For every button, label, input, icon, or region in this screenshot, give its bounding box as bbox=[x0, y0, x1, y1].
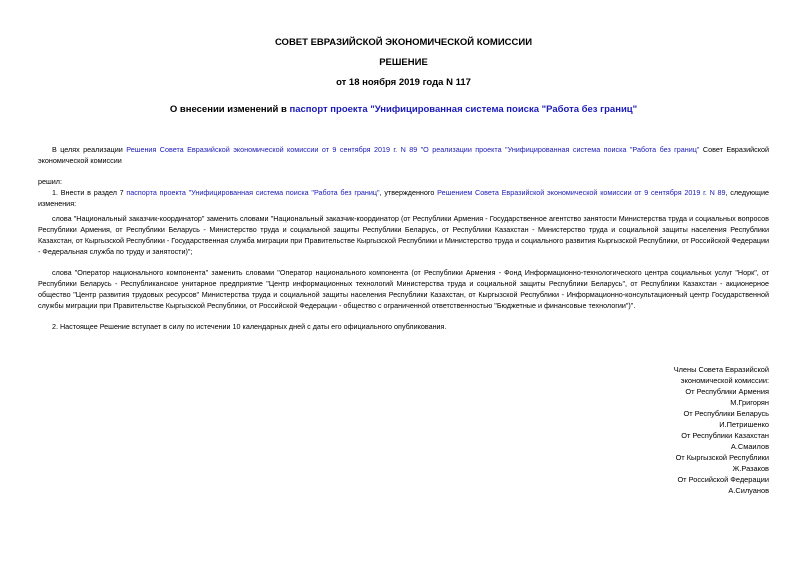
amendment-coordinator-paragraph: слова "Национальный заказчик-координатор" заменить словами "Национальный заказчик-координатор (от Республики Армения - Государственное агентство занятости Министерства труда и социальных вопросов Республики Армения, от Республики Беларусь - Министерство труда и социальной защиты Республики Беларусь, от Республики Казахстан - Министерство труда и социальной защиты населения Республики Казахстан, от Кыргызской Республики - Государственная служба миграции при Правительстве Кыргызской Республики и Министерство труда и социального развития Кыргызской Республики, от Российской Федерации - Федеральная служба по труду и занятости)"; bbox=[38, 214, 769, 256]
signature-block bbox=[469, 364, 769, 496]
preamble-paragraph bbox=[38, 144, 769, 166]
signature-line: А.Смаилов bbox=[730, 442, 769, 451]
subject-prefix: О внесении изменений в bbox=[169, 104, 290, 115]
resolved-paragraph: решил: bbox=[38, 177, 62, 186]
signature-line: От Кыргызской Республики bbox=[675, 453, 769, 462]
passport-section-link[interactable]: паспорта проекта "Унифицированная система поиска "Работа без границ" bbox=[126, 188, 380, 197]
doc-type-heading: РЕШЕНИЕ bbox=[379, 57, 428, 68]
item-2-paragraph: 2. Настоящее Решение вступает в силу по истечении 10 календарных дней с даты его официального опубликования. bbox=[52, 322, 447, 331]
signature-line: Ж.Разаков bbox=[732, 464, 769, 473]
signature-line: А.Силуанов bbox=[728, 486, 769, 495]
item-1-text-c: , следующие изменения: bbox=[38, 188, 769, 208]
signature-line: Члены Совета Евразийской bbox=[673, 365, 769, 374]
item-1-paragraph bbox=[38, 187, 769, 209]
signature-line: От Республики Казахстан bbox=[681, 431, 769, 440]
signature-line: От Республики Армения bbox=[685, 387, 769, 396]
signature-line: И.Петришенко bbox=[719, 420, 769, 429]
org-heading: СОВЕТ ЕВРАЗИЙСКОЙ ЭКОНОМИЧЕСКОЙ КОМИССИИ bbox=[274, 37, 533, 48]
date-number-heading: от 18 ноября 2019 года N 117 bbox=[336, 77, 471, 88]
item-1-text-b: , утвержденного bbox=[379, 188, 438, 197]
subject-heading bbox=[0, 104, 807, 116]
decision-89-link[interactable]: Решения Совета Евразийской экономической комиссии от 9 сентября 2019 г. N 89 "О реализации проекта "Унифицированная система поиска "Работа без границ" bbox=[126, 145, 700, 154]
preamble-text-a: В целях реализации bbox=[52, 145, 127, 154]
preamble-text-b: Совет Евразийской экономической комиссии bbox=[38, 145, 769, 165]
signature-line: М.Григорян bbox=[730, 398, 769, 407]
approval-decision-link[interactable]: Решением Совета Евразийской экономической комиссии от 9 сентября 2019 г. N 89 bbox=[437, 188, 726, 197]
passport-link[interactable]: паспорт проекта "Унифицированная система поиска "Работа без границ" bbox=[289, 104, 638, 115]
signature-line: От Российской Федерации bbox=[677, 475, 769, 484]
item-1-text-a: 1. Внести в раздел 7 bbox=[52, 188, 127, 197]
signature-line: От Республики Беларусь bbox=[683, 409, 769, 418]
signature-line: экономической комиссии: bbox=[680, 376, 769, 385]
amendment-operator-paragraph: слова "Оператор национального компонента" заменить словами "Оператор национального компонента (от Республики Армения - Фонд Информационно-технологического центра социальных услуг "Норк", от Республики Беларусь - Республиканское унитарное предприятие "Центр информационных технологий Министерства труда и социальной защиты Республики Беларусь", от Республики Казахстан - акционерное общество "Центр развития трудовых ресурсов" Министерства труда и социальной защиты населения Республики Казахстан, от Кыргызской Республики - Информационно-консультационный центр Государственной службы миграции при Правительстве Кыргызской Республики, от Российской Федерации - общество с ограниченной ответственностью "Бюджетные и финансовые технологии")". bbox=[38, 268, 769, 310]
